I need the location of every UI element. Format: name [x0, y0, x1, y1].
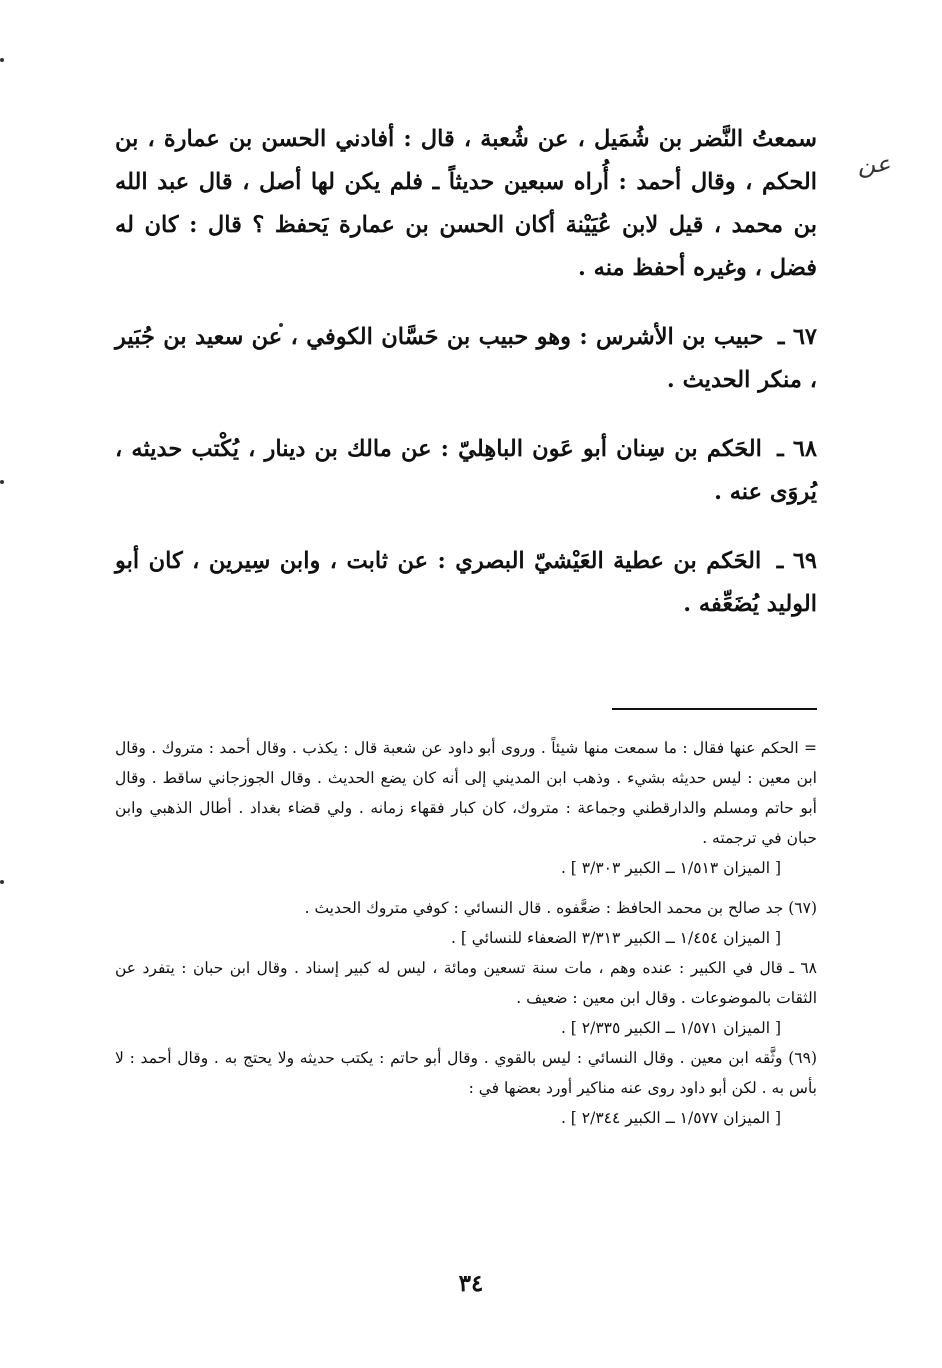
paragraph-continuation	[115, 118, 817, 290]
footnote-67: (٦٧) جد صالح بن محمد الحافظ : ضعَّفوه . قال النسائي : كوفي متروك الحديث .	[304, 899, 817, 917]
entry-number: ٦٩ ـ	[776, 548, 817, 574]
entry-69	[115, 540, 817, 626]
entry-text: الحَكم بن سِنان أبو عَون الباهِليّ : عن مالك بن دينار ، يُكْتب حديثه ، يُروَى عنه .	[115, 436, 817, 505]
footnote-reference: [ الميزان ١/٥٧٧ ــ الكبير ٢/٣٤٤ ] .	[560, 1109, 781, 1127]
entry-text: الحَكم بن عطية العَيْشيّ البصري : عن ثابت ، وابن سِيرين ، كان أبو الوليد يُضَعِّفه .	[115, 548, 817, 617]
entry-67	[115, 316, 817, 402]
handwritten-margin-note: عن	[858, 150, 891, 178]
footnotes	[115, 733, 817, 1133]
footnote-reference: [ الميزان ١/٤٥٤ ــ الكبير ٣/٣١٣ الضعفاء للنسائي ] .	[450, 929, 781, 947]
main-text	[115, 118, 817, 626]
entry-text: حبيب بن الأشرس : وهو حبيب بن حَسَّان الكوفي ، عن سعيد بن جُبَير ، منكر الحديث .	[115, 324, 817, 393]
footnote-reference: [ الميزان ١/٥٧١ ــ الكبير ٢/٣٣٥ ] .	[560, 1019, 781, 1037]
footnote-reference: [ الميزان ١/٥١٣ ــ الكبير ٣/٣٠٣ ] .	[560, 859, 781, 877]
scan-speck	[0, 480, 4, 484]
footnote-continuation: = الحكم عنها فقال : ما سمعت منها شيئاً . وروى أبو داود عن شعبة قال : يكذب . وقال أحمد : متروك . وقال ابن معين : ليس حديثه بشيء . وذهب ابن المديني إلى أنه كان يضع الحديث . وقال الجوزجاني ساقط . وقال أبو حاتم ومسلم والدارقطني وجماعة : متروك، كان كبار فقهاء زمانه . ولي قضاء بغداد . أطال الذهبي وابن حبان في ترجمته .	[115, 739, 817, 847]
scan-speck	[0, 58, 4, 62]
footnote-69: (٦٩) وثَّقه ابن معين . وقال النسائي : ليس بالقوي . وقال أبو حاتم : يكتب حديثه ولا يحتج به . وقال أحمد : لا بأس به . لكن أبو داود روى عنه مناكير أورد بعضها في :	[115, 1049, 817, 1097]
paragraph-text: سمعتُ النَّضر بن شُمَيل ، عن شُعبة ، قال : أفادني الحسن بن عمارة ، بن الحكم ، وقال أحمد : أُراه سبعين حديثاً ـ فلم يكن لها أصل ، قال عبد الله بن محمد ، قيل لابن عُيَيْنة أكان الحسن بن عمارة يَحفظ ؟ قال : كان له فضل ، وغيره أحفظ منه .	[115, 126, 817, 281]
entry-68	[115, 428, 817, 514]
scan-speck	[0, 880, 4, 884]
page-number: ٣٤	[458, 1270, 484, 1297]
footnote-separator	[612, 708, 817, 710]
entry-number: ٦٨ ـ	[777, 436, 817, 462]
footnote-68: ٦٨ ـ قال في الكبير : عنده وهم ، مات سنة تسعين ومائة ، ليس له كبير إسناد . وقال ابن حبان : يتفرد عن الثقات بالموضوعات . وقال ابن معين : ضعيف .	[115, 959, 817, 1007]
entry-number: ٦٧ ـ	[777, 324, 817, 350]
